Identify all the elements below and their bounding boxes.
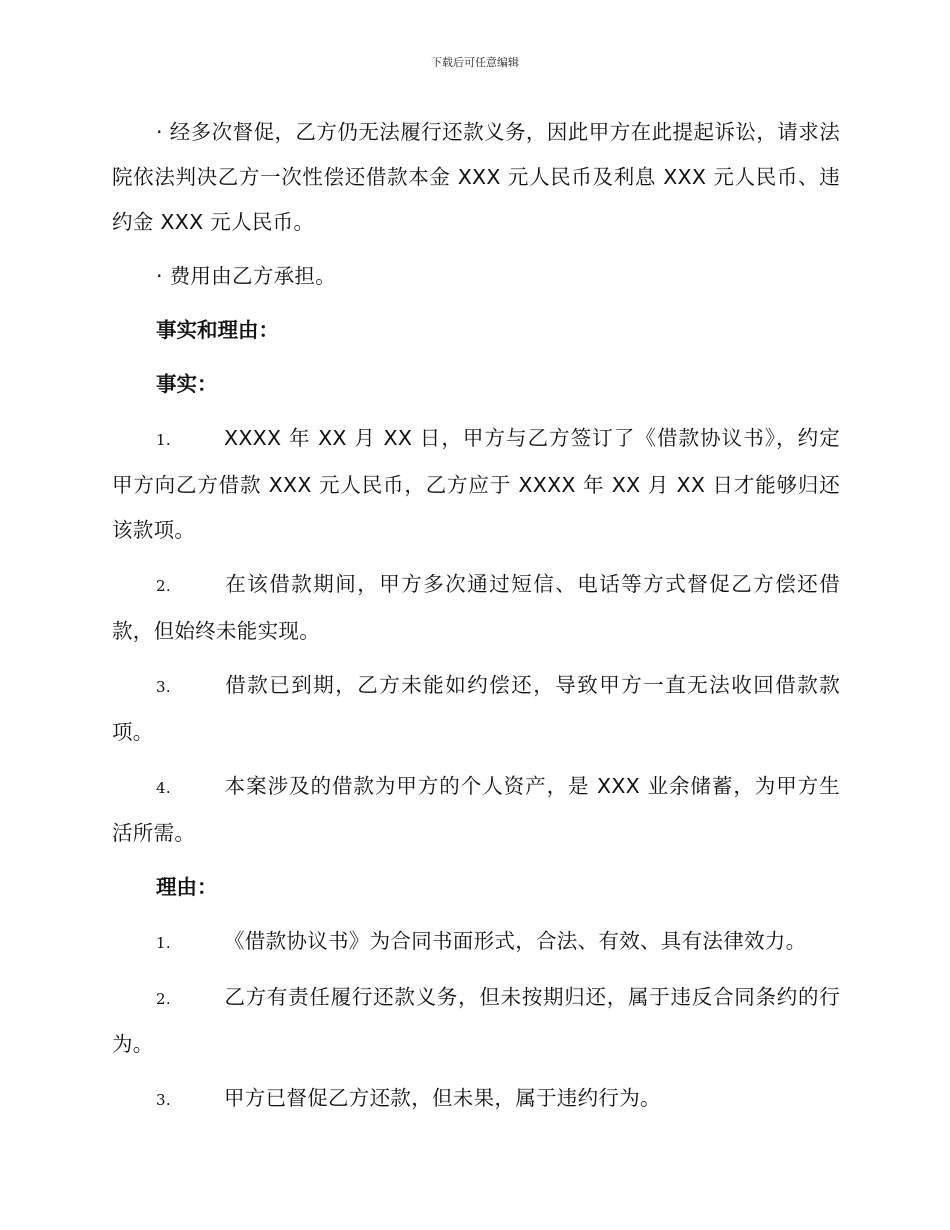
fact-item [112, 562, 840, 654]
item-number: 4. [156, 779, 171, 797]
claim-paragraph: · 经多次督促，乙方仍无法履行还款义务，因此甲方在此提起诉讼，请求法院依法判决乙方一次性偿还借款本金 XXX 元人民币及利息 XXX 元人民币、违约金 XXX 元人民币。 [112, 120, 840, 234]
item-number: 1. [156, 431, 171, 449]
fact-item [112, 764, 840, 856]
item-text: 甲方已督促乙方还款，但未果，属于违约行为。 [224, 1086, 661, 1110]
item-text: 借款已到期，乙方未能如约偿还，导致甲方一直无法收回借款款项。 [112, 673, 840, 744]
facts-heading: 事实： [156, 372, 218, 396]
reasons-heading: 理由： [156, 875, 218, 899]
page-header: 下载后可任意编辑 [431, 56, 519, 69]
reason-item [112, 919, 840, 966]
fact-item [112, 416, 840, 553]
item-text: 本案涉及的借款为甲方的个人资产，是 XXX 业余储蓄，为甲方生活所需。 [112, 774, 840, 845]
claim-paragraph: · 费用由乙方承担。 [156, 264, 337, 288]
item-number: 3. [156, 1091, 171, 1109]
reason-item [112, 1076, 840, 1123]
item-number: 1. [156, 934, 171, 952]
item-text: XXXX 年 XX 月 XX 日，甲方与乙方签订了《借款协议书》，约定甲方向乙方借款 XXX 元人民币，乙方应于 XXXX 年 XX 月 XX 日才能够归还该款项。 [112, 426, 840, 542]
item-number: 2. [156, 990, 171, 1008]
item-text: 乙方有责任履行还款义务，但未按期归还，属于违反合同条约的行为。 [112, 985, 840, 1056]
item-text: 在该借款期间，甲方多次通过短信、电话等方式督促乙方偿还借款，但始终未能实现。 [112, 572, 840, 643]
item-number: 3. [156, 678, 171, 696]
fact-item [112, 663, 840, 755]
document-body [112, 110, 840, 1132]
item-number: 2. [156, 577, 171, 595]
reason-item [112, 975, 840, 1067]
facts-and-reasons-heading: 事实和理由： [156, 318, 279, 342]
item-text: 《借款协议书》为合同书面形式，合法、有效、具有法律效力。 [224, 929, 807, 953]
